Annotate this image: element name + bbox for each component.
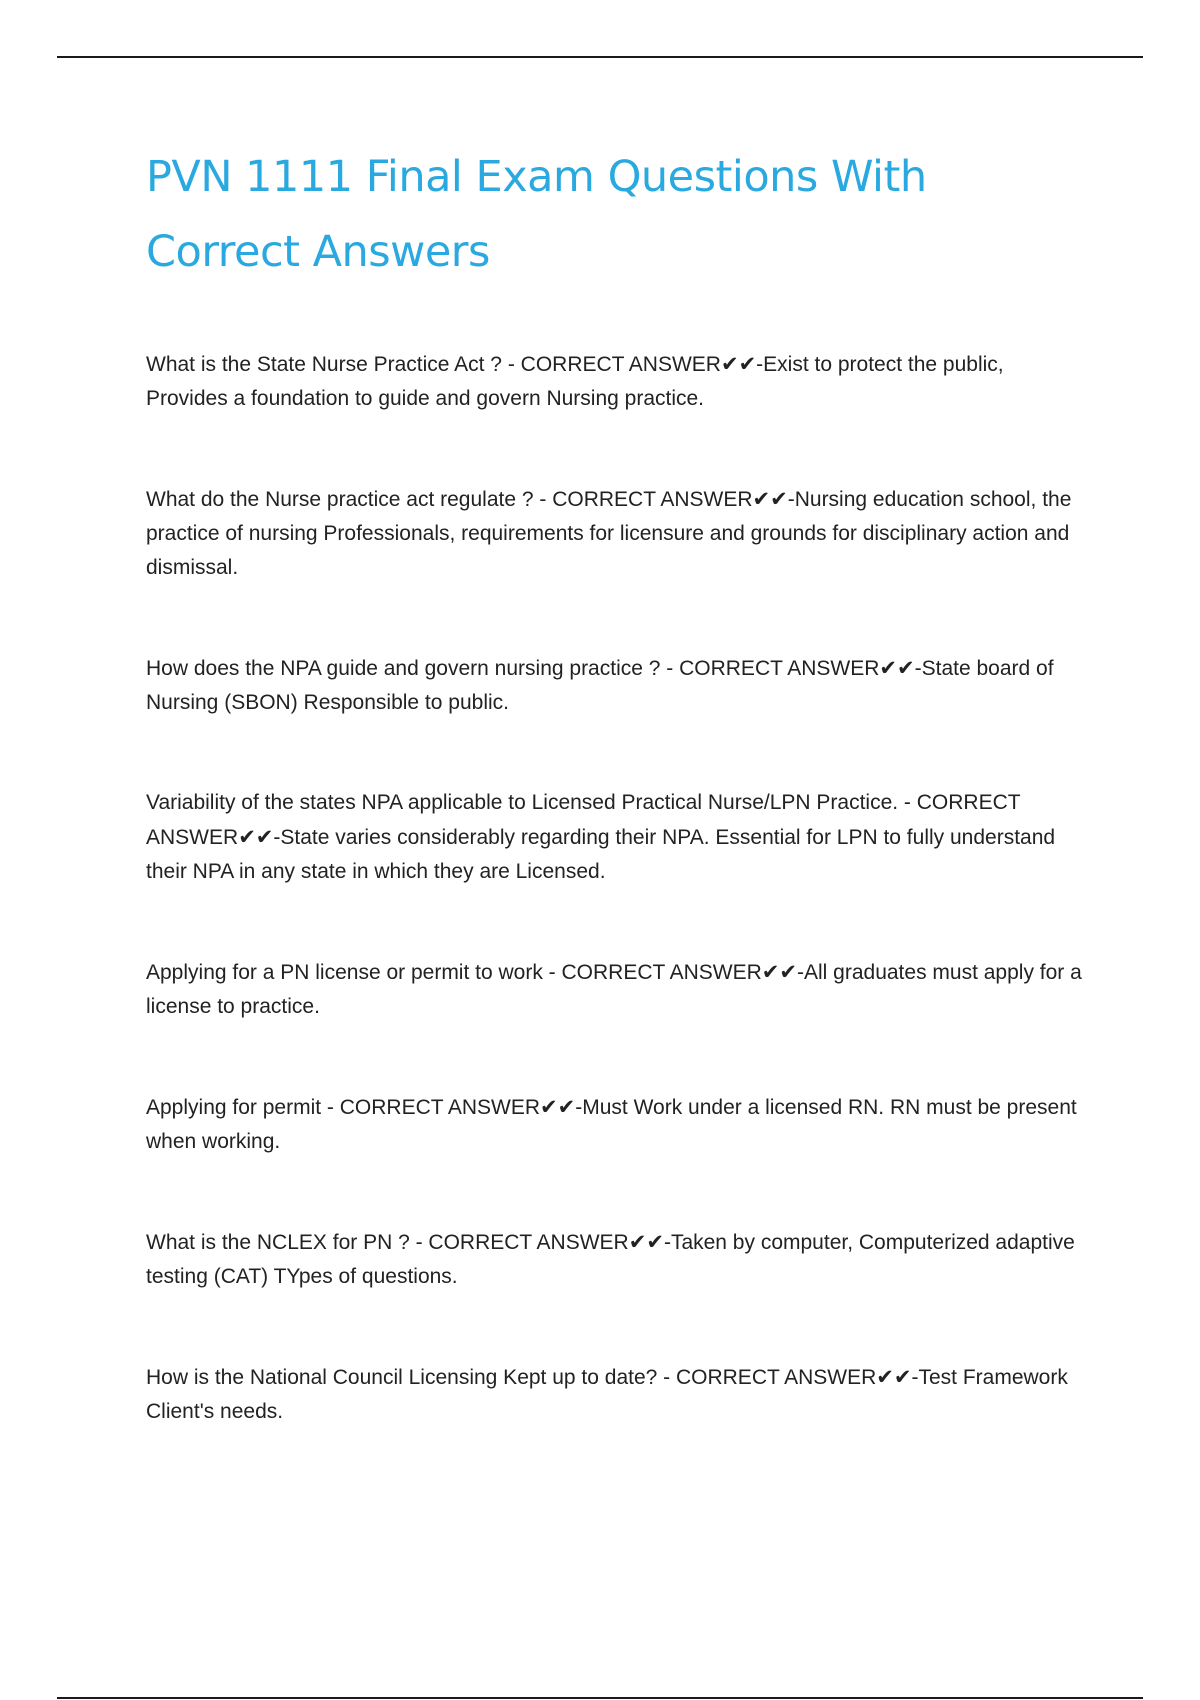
qa-item — [146, 1090, 1086, 1159]
answer-separator: - CORRECT ANSWER — [533, 488, 753, 511]
page-title: PVN 1111 Final Exam Questions With Correct Answers — [146, 152, 927, 277]
answer-prefix: - — [663, 1231, 671, 1254]
answer-separator: - CORRECT ANSWER — [660, 657, 880, 680]
answer-separator: - CORRECT ANSWER — [502, 353, 721, 376]
question-text: What is the NCLEX for PN ? — [146, 1231, 410, 1254]
answer-separator: - CORRECT ANSWER — [657, 1366, 877, 1389]
qa-item — [146, 651, 1086, 720]
qa-item — [146, 482, 1086, 585]
qa-item — [146, 1225, 1086, 1294]
answer-separator: - CORRECT ANSWER — [409, 1231, 629, 1254]
answer-text: State board of Nursing (SBON) Responsible to public. — [146, 657, 1054, 714]
checkmark-icon: ✔✔ — [628, 1230, 664, 1254]
answer-text: Exist to protect the public, Provides a foundation to guide and govern Nursing practice. — [146, 353, 1004, 410]
answer-text: Test Framework Client's needs. — [146, 1366, 1068, 1423]
bottom-rule — [57, 1697, 1143, 1699]
question-text: How is the National Council Licensing Kept up to date? — [146, 1366, 658, 1389]
question-text: Variability of the states NPA applicable to Licensed Practical Nurse/LPN Practice. — [146, 791, 899, 814]
checkmark-icon: ✔✔ — [752, 487, 788, 511]
answer-text: Must Work under a licensed RN. RN must be present when working. — [146, 1096, 1077, 1153]
answer-text: All graduates must apply for a license to practice. — [146, 961, 1082, 1018]
answer-prefix: - — [273, 826, 281, 849]
qa-list — [146, 347, 1086, 1429]
question-text: Applying for permit — [146, 1096, 322, 1119]
document-body — [146, 140, 1086, 1429]
question-text: How does the NPA guide and govern nursing practice ? — [146, 657, 661, 680]
checkmark-icon: ✔✔ — [876, 1365, 912, 1389]
answer-separator: - CORRECT ANSWER — [146, 791, 1021, 849]
qa-item — [146, 1360, 1086, 1429]
answer-prefix: - — [797, 961, 804, 984]
answer-prefix: - — [914, 657, 922, 680]
answer-text: Taken by computer, Computerized adaptive testing (CAT) TYpes of questions. — [146, 1231, 1075, 1288]
checkmark-icon: ✔✔ — [540, 1095, 576, 1119]
answer-prefix: - — [911, 1366, 919, 1389]
answer-text: Nursing education school, the practice of nursing Professionals, requirements for licensure and grounds for disciplinary action and dismissal. — [146, 488, 1072, 579]
qa-item — [146, 955, 1086, 1024]
checkmark-icon: ✔✔ — [720, 352, 757, 376]
checkmark-icon: ✔✔ — [879, 656, 915, 680]
qa-item — [146, 786, 1086, 889]
checkmark-icon: ✔✔ — [238, 825, 274, 849]
question-text: What is the State Nurse Practice Act ? — [146, 353, 502, 376]
answer-separator: - CORRECT ANSWER — [542, 961, 762, 984]
question-text: Applying for a PN license or permit to work — [146, 961, 543, 984]
answer-text: State varies considerably regarding their NPA. Essential for LPN to fully understand their NPA in any state in which they are Licensed. — [146, 826, 1056, 883]
question-text: What do the Nurse practice act regulate ? — [146, 488, 534, 511]
answer-prefix: - — [756, 353, 764, 376]
answer-separator: - CORRECT ANSWER — [321, 1096, 541, 1119]
qa-item — [146, 347, 1086, 416]
answer-prefix: - — [787, 488, 795, 511]
checkmark-icon: ✔✔ — [761, 960, 797, 984]
top-rule — [57, 56, 1143, 58]
answer-prefix: - — [575, 1096, 583, 1119]
